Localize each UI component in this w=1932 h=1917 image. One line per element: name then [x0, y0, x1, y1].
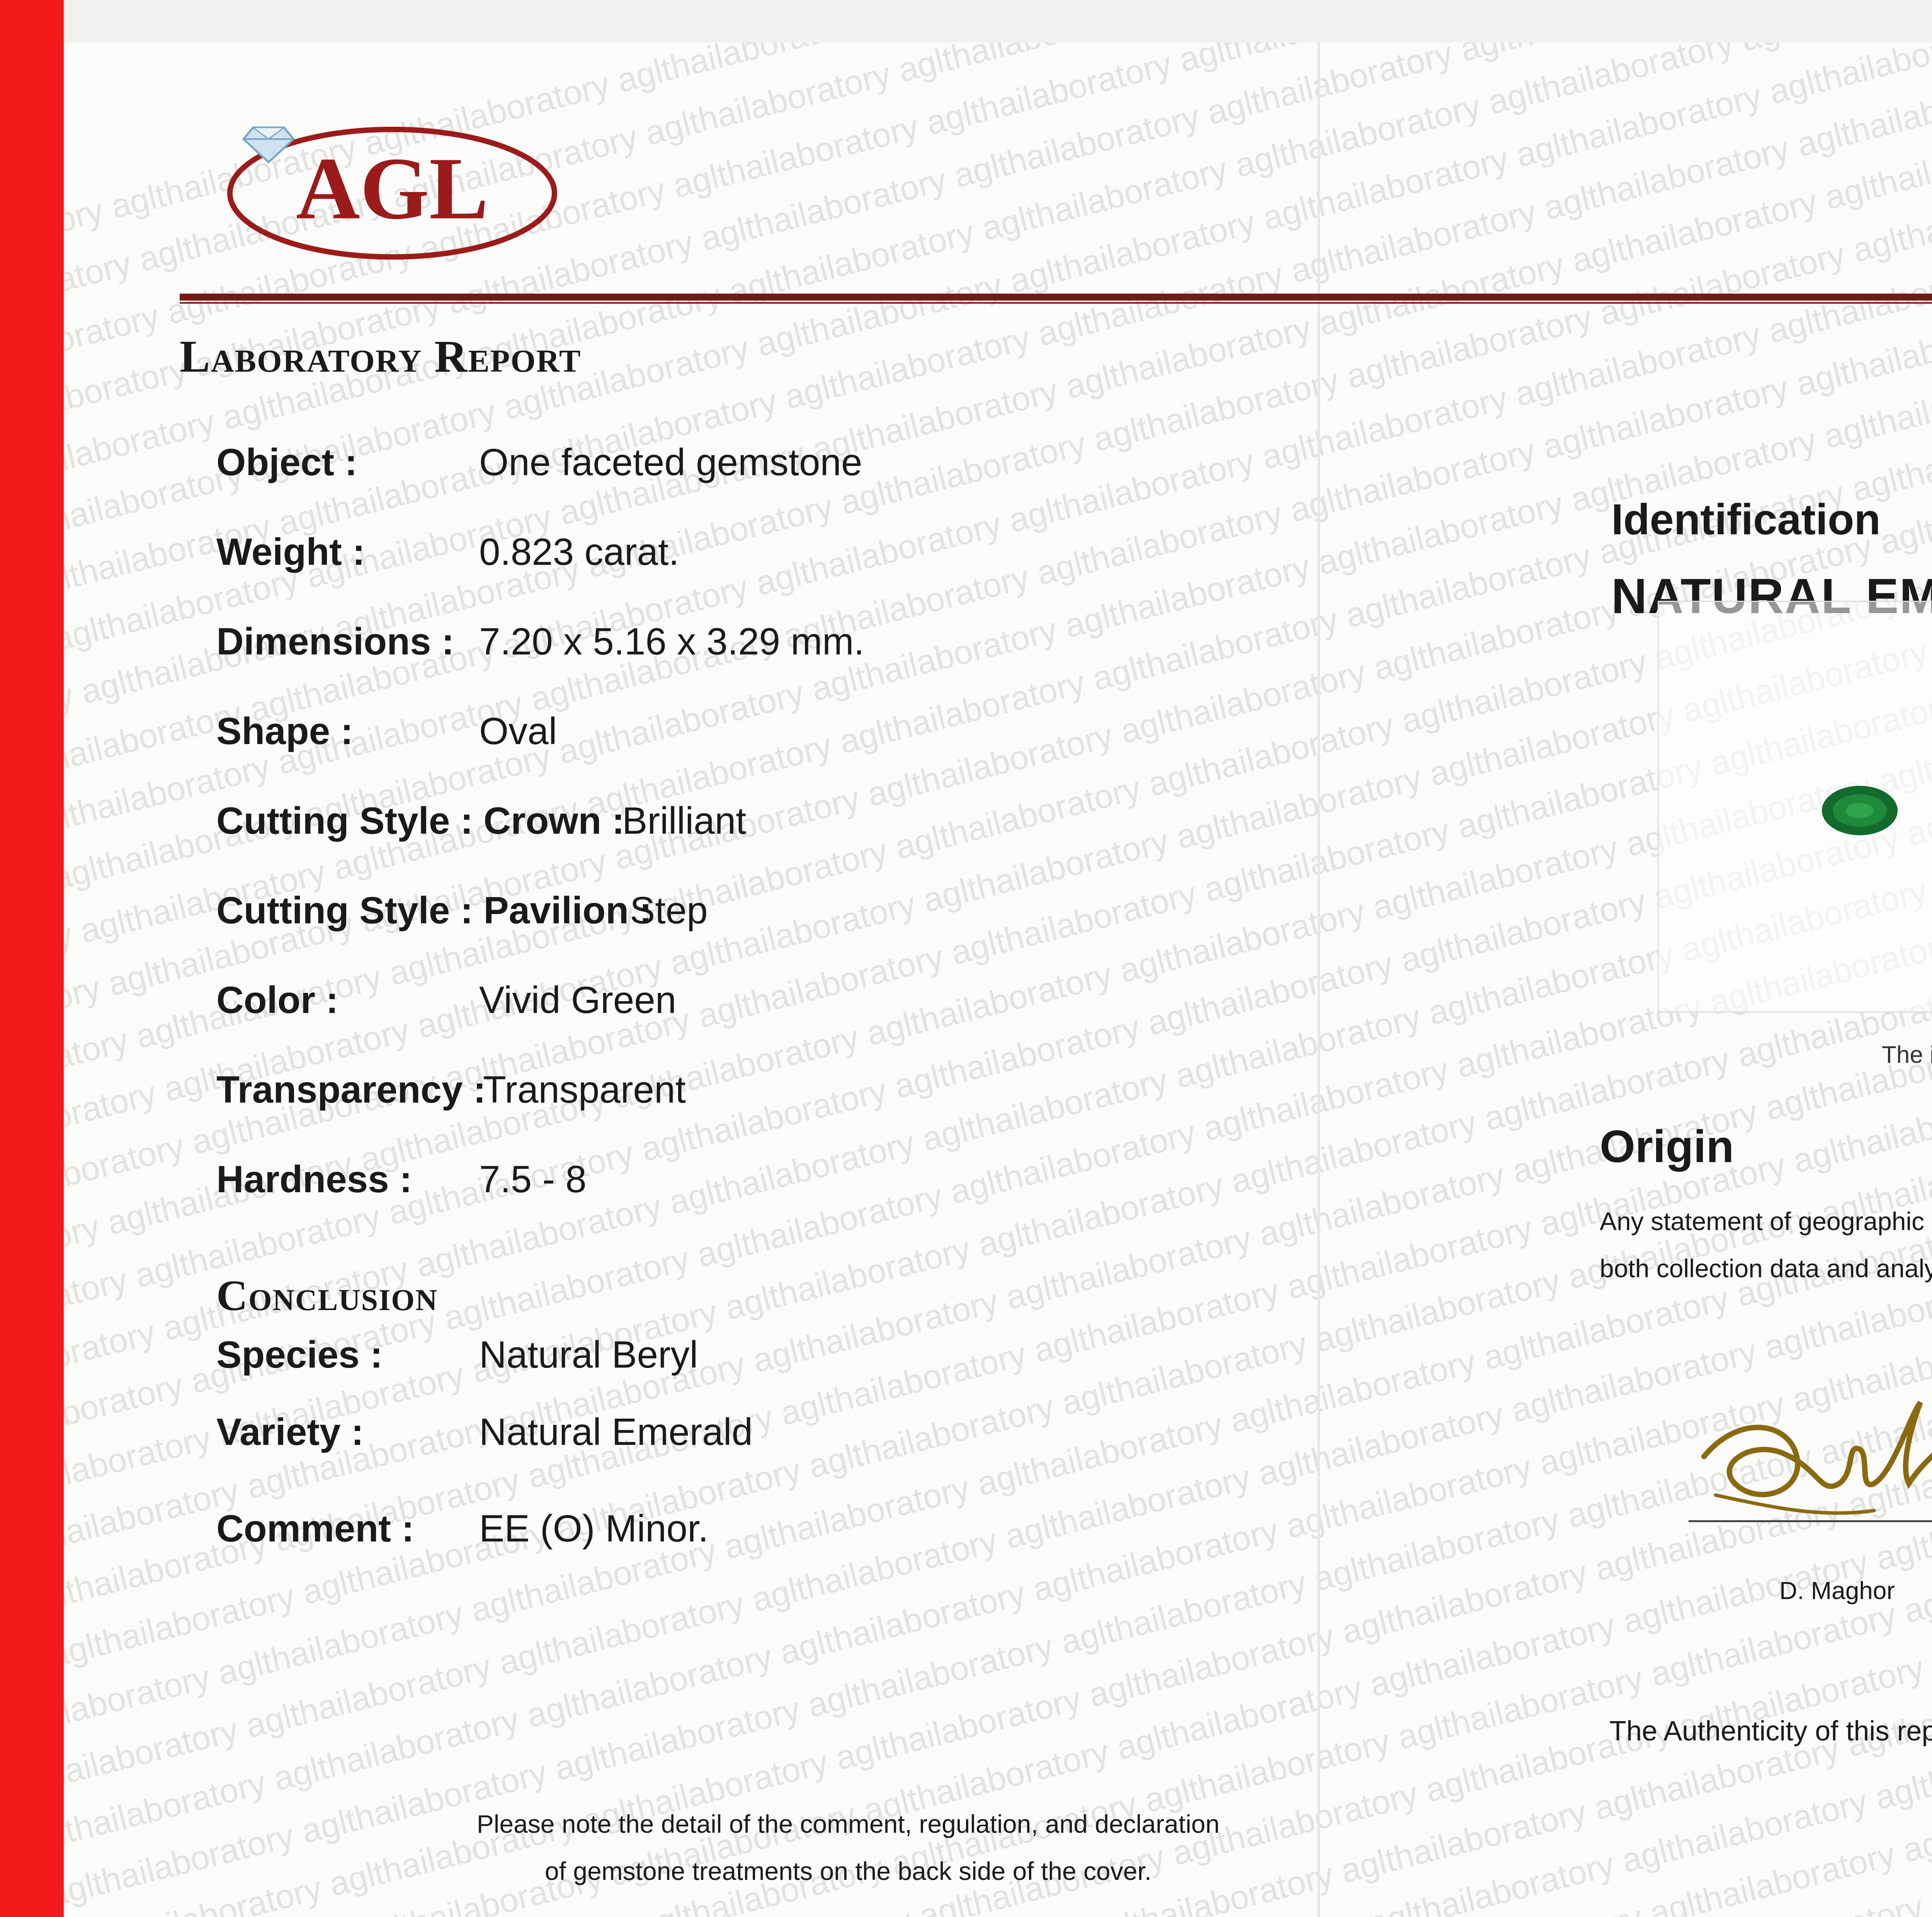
- origin-label: Origin: [1600, 1120, 1734, 1173]
- logo-text: AGL: [296, 139, 488, 238]
- field-label: Cutting Style : Crown :: [216, 799, 624, 842]
- field-value: Oval: [479, 709, 557, 753]
- field-value: EE (O) Minor.: [479, 1507, 709, 1550]
- identification-label: Identification: [1611, 495, 1881, 544]
- field-label: Transparency :: [216, 1068, 486, 1111]
- field-value: 7.20 x 5.16 x 3.29 mm.: [479, 620, 864, 663]
- field-value: 0.823 carat.: [479, 530, 679, 574]
- field-value: One faceted gemstone: [479, 440, 862, 484]
- field-value: Natural Beryl: [479, 1333, 698, 1377]
- field-label: Comment :: [216, 1507, 414, 1550]
- field-value: 7.5 - 8: [479, 1157, 587, 1201]
- report-title: Laboratory Report: [180, 330, 581, 383]
- image-approx-note: The: [1882, 1041, 1932, 1069]
- field-value: Transparent: [483, 1068, 686, 1111]
- origin-description-line2: both collection data and analy: [1600, 1245, 1932, 1292]
- footer-note-line1: Please note the detail of the comment, regulation, and declaration: [404, 1800, 1293, 1847]
- field-label: Shape :: [216, 710, 353, 752]
- field-label: Species :: [216, 1333, 383, 1376]
- footer-note-line2: of gemstone treatments on the back side of the cover.: [404, 1847, 1293, 1895]
- signer-name: D. Maghor: [1779, 1576, 1895, 1605]
- origin-description-line1: Any statement of geographic: [1600, 1198, 1932, 1245]
- field-label: Color :: [216, 979, 338, 1021]
- identification-value: NATURAL EM: [1611, 568, 1932, 625]
- field-value: Natural Emerald: [479, 1410, 753, 1454]
- field-label: Variety :: [216, 1411, 364, 1453]
- field-label: Weight :: [216, 530, 365, 573]
- authenticity-text: The Authenticity of this rep: [1609, 1715, 1932, 1747]
- field-label: Cutting Style : Pavilion :: [216, 889, 652, 931]
- conclusion-heading: Conclusion: [216, 1271, 438, 1321]
- field-label: Hardness :: [216, 1158, 412, 1200]
- field-value: Step: [630, 889, 708, 932]
- field-label: Object :: [216, 441, 357, 483]
- field-label: Dimensions :: [216, 620, 454, 663]
- field-value: Vivid Green: [479, 978, 676, 1022]
- field-value: Brilliant: [622, 799, 746, 843]
